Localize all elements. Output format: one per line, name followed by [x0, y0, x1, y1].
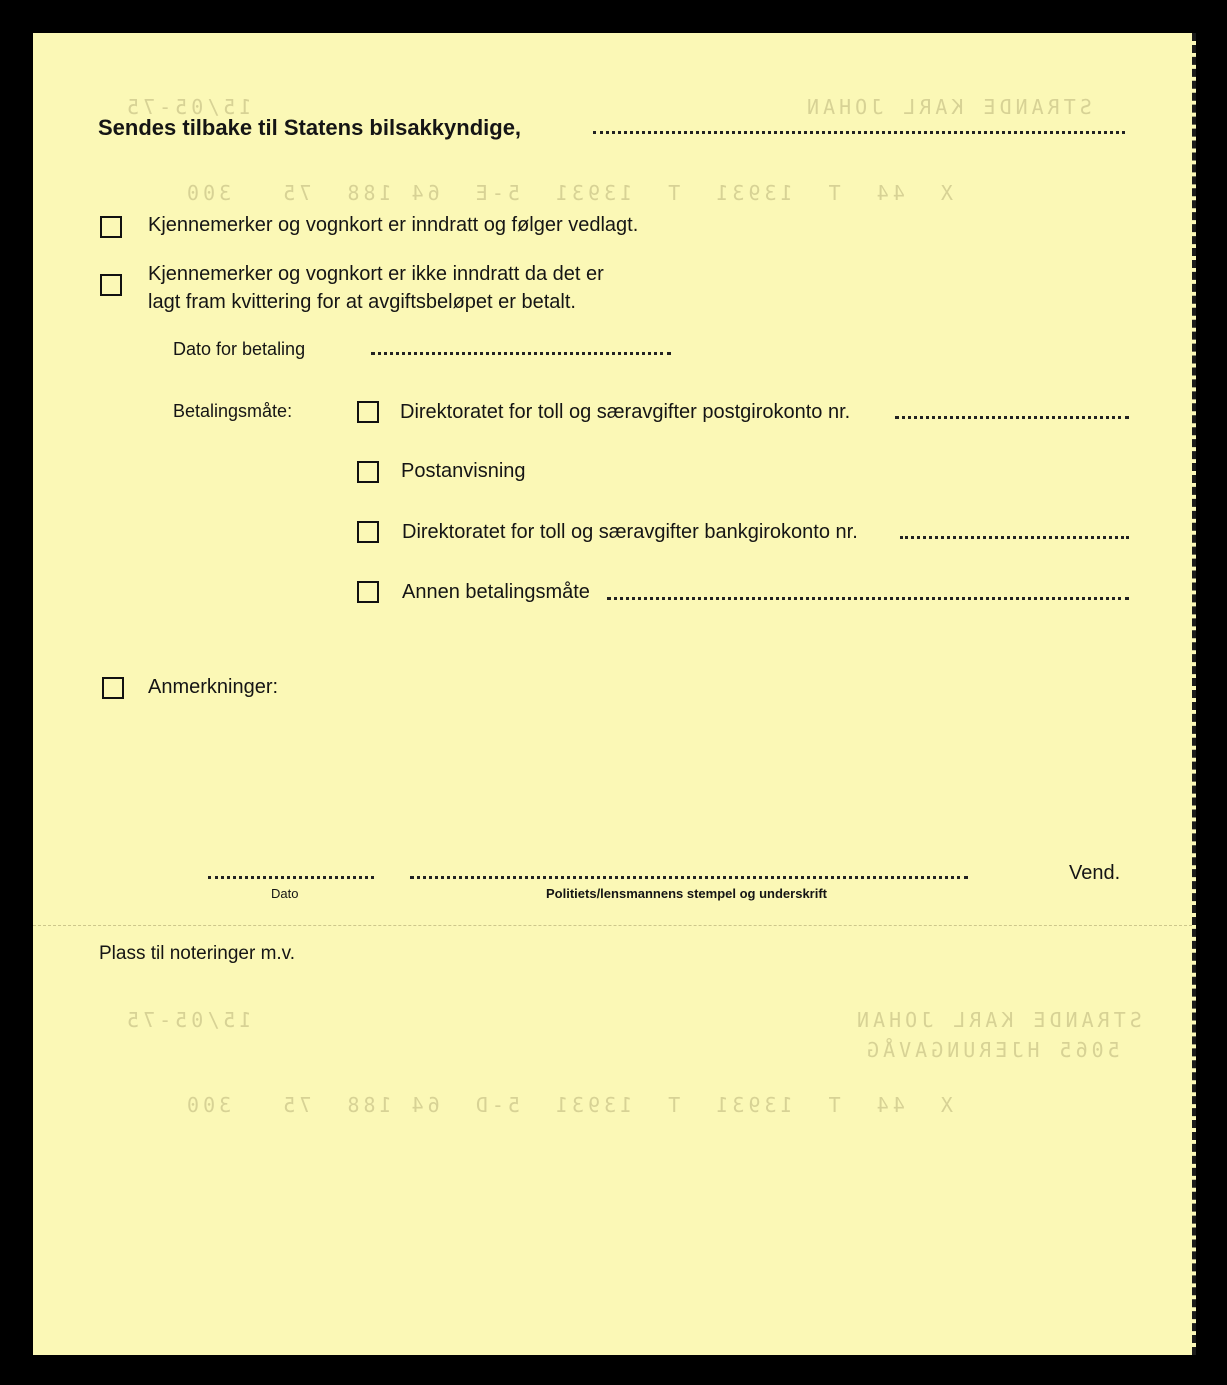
signature-date-caption: Dato: [271, 886, 299, 901]
ghost-name-top: STRANDE KARL JOHAN: [803, 95, 1092, 119]
option-confiscated-checkbox[interactable]: [100, 216, 122, 238]
payment-bankgiro-checkbox[interactable]: [357, 521, 379, 543]
payment-date-field[interactable]: [371, 352, 671, 355]
option-not-confiscated-checkbox[interactable]: [100, 274, 122, 296]
payment-other-checkbox[interactable]: [357, 581, 379, 603]
payment-method-label: Betalingsmåte:: [173, 401, 293, 421]
notes-area[interactable]: [99, 973, 1139, 1333]
form-title: Sendes tilbake til Statens bilsakkyndige,: [98, 115, 522, 140]
payment-postanvisning-label: Postanvisning: [401, 460, 526, 482]
remarks-checkbox[interactable]: [102, 677, 124, 699]
payment-date-label: Dato for betaling: [173, 339, 306, 359]
remarks-label: Anmerkninger:: [148, 676, 279, 698]
turn-page-label: Vend.: [1069, 862, 1121, 884]
stamp-signature-caption: Politiets/lensmannens stempel og underskrift: [546, 886, 828, 901]
payment-other-label: Annen betalingsmåte: [402, 581, 590, 603]
form-sheet: [33, 33, 1196, 1355]
signature-date-field[interactable]: [208, 876, 374, 879]
ghost-row-top: X 44 T 13931 T 13931 5-E 64 188 75 300: [183, 181, 953, 205]
payment-postgiro-checkbox[interactable]: [357, 401, 379, 423]
ghost-name-bottom: STRANDE KARL JOHAN: [853, 1008, 1142, 1032]
option-not-confiscated-label: [148, 260, 604, 316]
stamp-signature-field[interactable]: [410, 876, 968, 879]
payment-other-field[interactable]: [607, 597, 1129, 600]
option-not-confiscated-line2: lagt fram kvittering for at avgiftsbeløpet er betalt.: [148, 291, 576, 313]
ghost-date-bottom: 15/05-75: [123, 1008, 252, 1032]
payment-postanvisning-checkbox[interactable]: [357, 461, 379, 483]
ghost-date-top: 15/05-75: [123, 95, 252, 119]
ghost-row-bottom: X 44 T 13931 T 13931 5-D 64 188 75 300: [183, 1093, 953, 1117]
option-not-confiscated-line1: Kjennemerker og vognkort er ikke inndratt da det er: [148, 263, 604, 285]
fold-line: [33, 925, 1192, 926]
payment-postgiro-label: Direktoratet for toll og særavgifter postgirokonto nr.: [400, 401, 851, 423]
ghost-address-bottom: 5065 HJERUNGAVÅG: [863, 1038, 1120, 1062]
option-confiscated-label: Kjennemerker og vognkort er inndratt og følger vedlagt.: [148, 214, 639, 236]
notes-label: Plass til noteringer m.v.: [99, 943, 296, 964]
bankgiro-account-field[interactable]: [900, 536, 1129, 539]
title-fill-line[interactable]: [593, 131, 1125, 134]
payment-bankgiro-label: Direktoratet for toll og særavgifter bankgirokonto nr.: [402, 521, 858, 543]
postgiro-account-field[interactable]: [895, 416, 1129, 419]
